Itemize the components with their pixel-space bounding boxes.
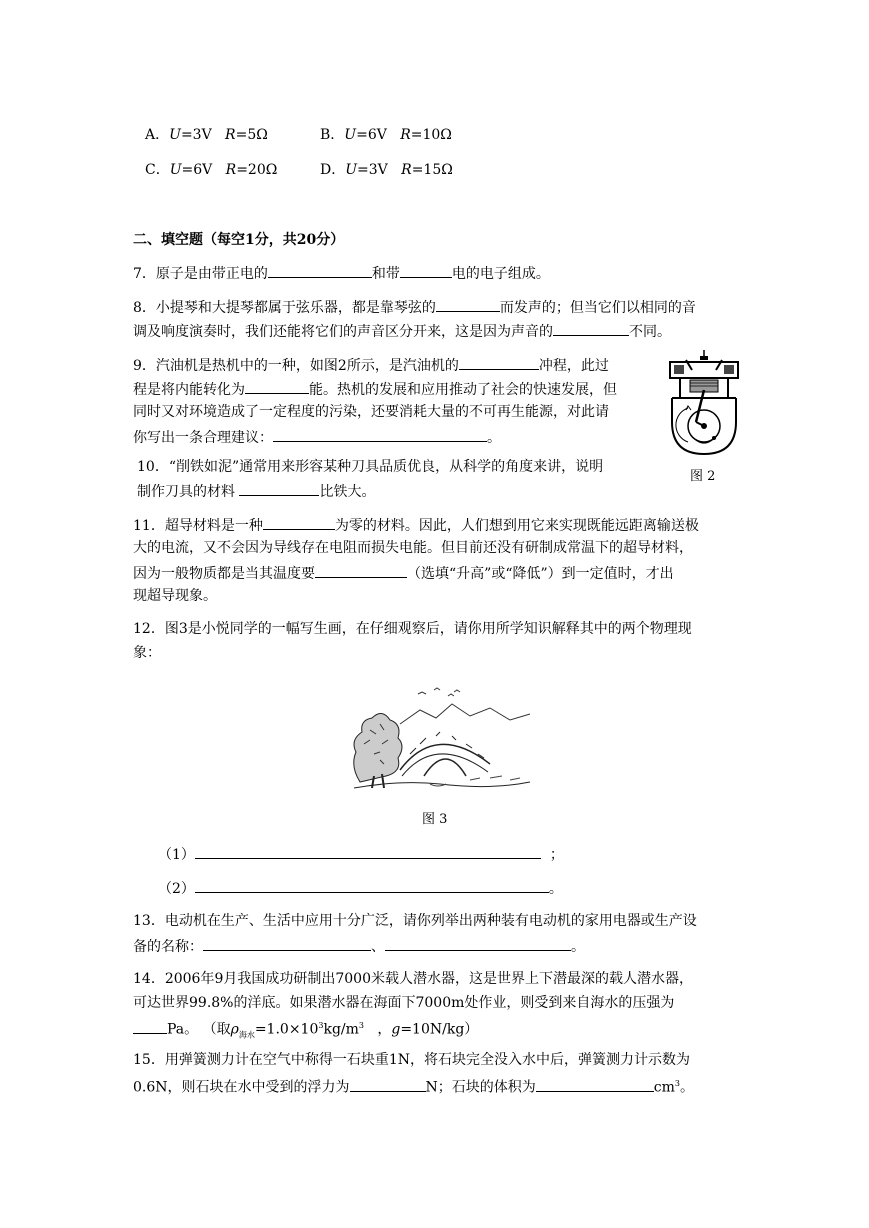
answer-blank[interactable] bbox=[350, 1076, 426, 1092]
answer-blank[interactable] bbox=[195, 877, 549, 893]
answer-blank[interactable] bbox=[239, 480, 319, 496]
question-9-line-2: 程是将内能转化为 能。热机的发展和应用推动了社会的快速发展，但 bbox=[133, 378, 617, 400]
question-14-line-2: 可达世界99.8%的洋底。如果潜水器在海面下7000m处作业，则受到来自海水的压强为 bbox=[133, 995, 675, 1011]
answer-blank[interactable] bbox=[400, 262, 452, 278]
question-8-line-1: 8．小提琴和大提琴都属于弦乐器，都是靠琴弦的 而发声的；但当它们以相同的音 bbox=[133, 296, 696, 318]
option-d: D．U=3V R=15Ω bbox=[320, 162, 453, 178]
question-10-line-1: 10．“削铁如泥”通常用来形容某种刀具品质优良，从科学的角度来讲，说明 bbox=[137, 459, 604, 475]
question-14-line-1: 14．2006年9月我国成功研制出7000米载人潜水器，这是世界上下潜最深的载人潜水器， bbox=[133, 971, 693, 987]
answer-blank[interactable] bbox=[315, 562, 407, 578]
answer-blank[interactable] bbox=[553, 320, 629, 336]
answer-blank[interactable] bbox=[268, 262, 372, 278]
answer-blank[interactable] bbox=[536, 1076, 654, 1092]
answer-blank[interactable] bbox=[245, 378, 309, 394]
engine-diagram bbox=[666, 350, 742, 458]
option-a: A．U=3V R=5Ω bbox=[145, 127, 268, 143]
question-9-line-3: 同时又对环境造成了一定程度的污染，还要消耗大量的不可再生能源，对此请 bbox=[133, 404, 609, 420]
section-title: 二、填空题（每空1分，共20分） bbox=[133, 232, 345, 248]
answer-blank[interactable] bbox=[195, 843, 541, 859]
question-12-line-1: 12．图3是小悦同学的一幅写生画，在仔细观察后，请你用所学知识解释其中的两个物理现 bbox=[133, 621, 692, 637]
question-14-line-3: Pa。 （取$\rho_{海水}=1.0\times 10^3kg/m^3$ ，g=10N/kg） bbox=[133, 1016, 478, 1045]
question-13-line-2: 备的名称： 、 。 bbox=[133, 935, 585, 957]
question-8-line-2: 调及响度演奏时，我们还能将它们的声音区分开来，这是因为声音的 不同。 bbox=[133, 320, 671, 342]
answer-blank[interactable] bbox=[459, 354, 539, 370]
answer-blank[interactable] bbox=[203, 935, 371, 951]
landscape-sketch bbox=[340, 684, 532, 794]
question-11-line-1: 11．超导材料是一种 为零的材料。因此，人们想到用它来实现既能远距离输送极 bbox=[133, 514, 699, 536]
figure-2-caption: 图 2 bbox=[690, 469, 716, 484]
answer-blank[interactable] bbox=[263, 514, 335, 530]
question-9-line-4: 你写出一条合理建议： 。 bbox=[133, 426, 501, 448]
question-15-line-1: 15．用弹簧测力计在空气中称得一石块重1N，将石块完全没入水中后，弹簧测力计示数为 bbox=[133, 1052, 690, 1068]
answer-blank[interactable] bbox=[436, 296, 500, 312]
question-11-line-3: 因为一般物质都是当其温度要 （选填“升高”或“降低”）到一定值时，才出 bbox=[133, 562, 674, 584]
question-12-answer-2: （2） 。 bbox=[158, 877, 563, 899]
question-11-line-2: 大的电流，又不会因为导线存在电阻而损失电能。但目前还没有研制成常温下的超导材料， bbox=[133, 540, 693, 556]
question-12-line-2: 象： bbox=[133, 645, 161, 661]
answer-blank[interactable] bbox=[273, 426, 487, 442]
option-c: C．U=6V R=20Ω bbox=[145, 162, 278, 178]
option-b: B．U=6V R=10Ω bbox=[320, 127, 452, 143]
question-11-line-4: 现超导现象。 bbox=[133, 588, 217, 604]
question-15-line-2: 0.6N，则石块在水中受到的浮力为 N；石块的体积为 $cm^3$。 bbox=[133, 1074, 694, 1098]
answer-blank[interactable] bbox=[385, 935, 571, 951]
question-12-answer-1: （1） ； bbox=[158, 843, 564, 865]
figure-3-caption: 图 3 bbox=[422, 812, 448, 827]
question-9-line-1: 9．汽油机是热机中的一种，如图2所示，是汽油机的 冲程，此过 bbox=[133, 354, 609, 376]
question-10-line-2: 制作刀具的材料 比铁大。 bbox=[137, 480, 375, 502]
answer-blank[interactable] bbox=[133, 1018, 167, 1034]
question-7: 7．原子是由带正电的 和带 电的电子组成。 bbox=[133, 262, 550, 284]
question-13-line-1: 13．电动机在生产、生活中应用十分广泛，请你列举出两种装有电动机的家用电器或生产设 bbox=[133, 913, 697, 929]
